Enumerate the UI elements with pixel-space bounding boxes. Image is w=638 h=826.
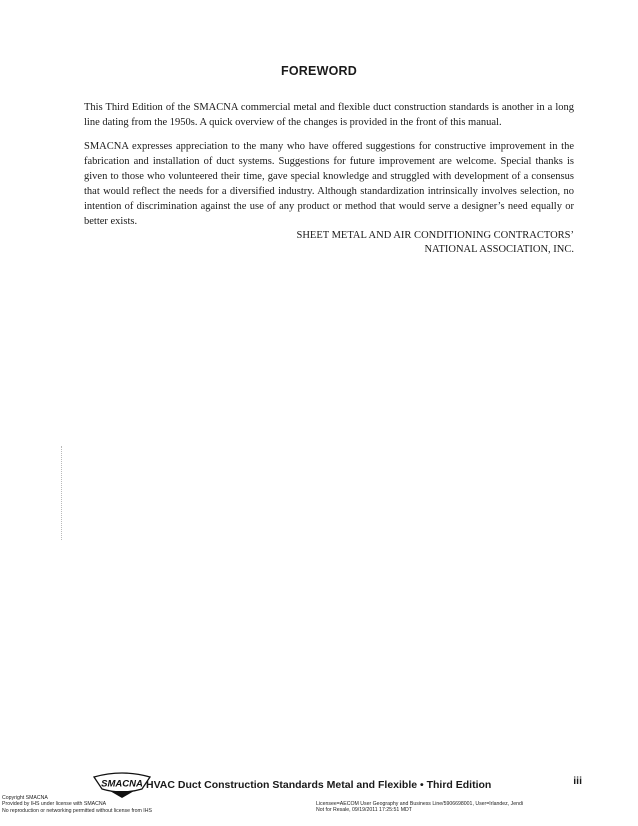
signature-block [214,229,574,257]
page-title: FOREWORD [281,64,357,78]
page-number: iii [573,775,582,787]
svg-text:SMACNA: SMACNA [101,778,143,790]
licensee-text: Licensee=AECOM User Geography and Business Line/5906698001, User=Irlandez, Jendi [316,801,524,807]
margin-dotted-marks [61,446,64,540]
no-reproduction-text: No reproduction or networking permitted without license from IHS [2,807,152,814]
foreword-paragraph-2 [84,139,574,229]
page-footer [90,771,590,799]
legal-notice-left [2,795,152,814]
provided-by-text: Provided by IHS under license with SMACNA [2,801,107,808]
signature-line-1: SHEET METAL AND AIR CONDITIONING CONTRACTORS’ [296,230,574,241]
copyright-text: Copyright SMACNA [2,795,48,801]
legal-notice-right [316,801,523,814]
foreword-paragraph-1 [84,100,574,130]
footer-title: HVAC Duct Construction Standards Metal and Flexible • Third Edition [146,779,492,791]
not-for-resale-text: Not for Resale, 09/19/2011 17:25:51 MDT [316,807,412,814]
paragraph-text: SMACNA expresses appreciation to the many who have offered suggestions for constructive improvement in the fabrication and installation of duct systems. Suggestions for future improvement are welcome. Special thanks is given to those who volunteered their time, gave special knowledge and struggled with development of a consensus that would reflect the needs for a diversified industry. Although standardization intrinsically involves selection, no intention of discrimination against the use of any product or method that would serve a designer’s need equally or better exists. [84,141,574,227]
signature-line-2: NATIONAL ASSOCIATION, INC. [424,244,574,255]
paragraph-text: This Third Edition of the SMACNA commercial metal and flexible duct construction standards is another in a long line dating from the 1950s. A quick overview of the changes is provided in the front of this manual. [84,102,574,128]
